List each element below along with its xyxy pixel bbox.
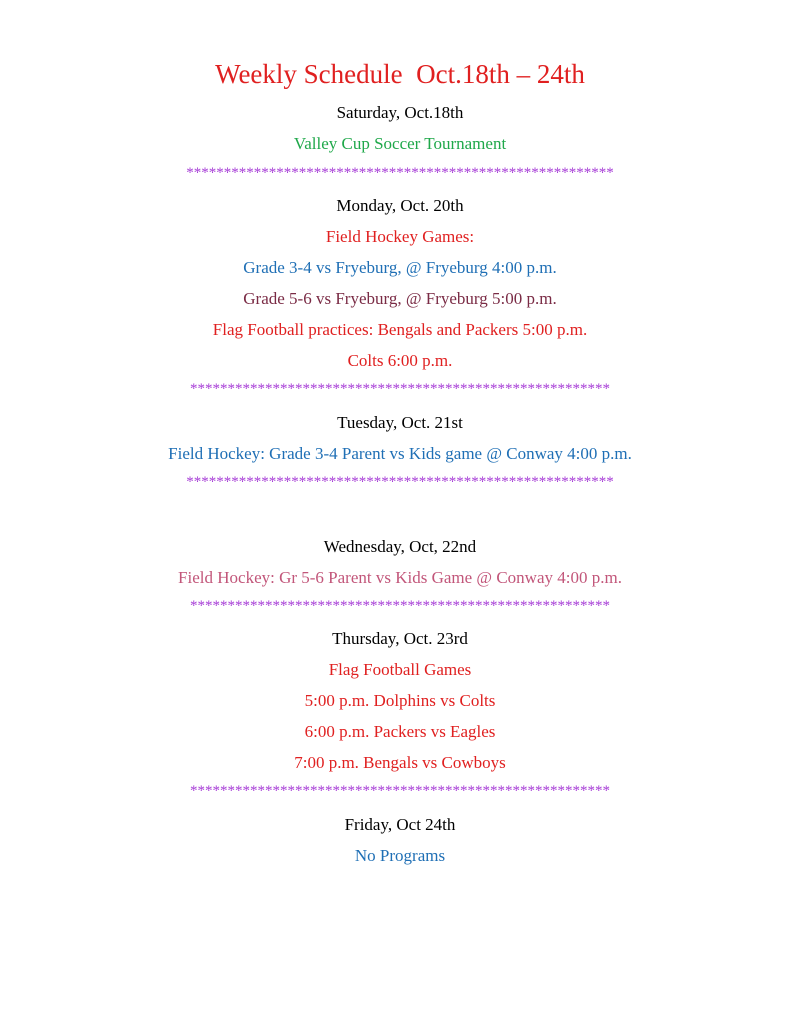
day-heading-tuesday: Tuesday, Oct. 21st [337, 413, 463, 432]
day-heading-thursday: Thursday, Oct. 23rd [332, 629, 468, 648]
event-line: Field Hockey: Gr 5-6 Parent vs Kids Game @ Conway 4:00 p.m. [178, 568, 622, 587]
event-line: No Programs [354, 846, 446, 865]
page-title: Weekly Schedule Oct.18th – 24th [215, 59, 585, 89]
event-line: Grade 5-6 vs Fryeburg, @ Fryeburg 5:00 p.m. [243, 289, 557, 308]
event-line: Grade 3-4 vs Fryeburg, @ Fryeburg 4:00 p.m. [243, 258, 557, 277]
event-line: Field Hockey: Grade 3-4 Parent vs Kids game @ Conway 4:00 p.m. [168, 444, 632, 463]
event-line: Valley Cup Soccer Tournament [293, 134, 507, 153]
event-line: Flag Football Games [328, 660, 472, 679]
separator: ********************************************************* [186, 165, 614, 181]
separator: ********************************************************* [186, 474, 614, 490]
event-line: 6:00 p.m. Packers vs Eagles [304, 722, 496, 741]
event-line: Colts 6:00 p.m. [347, 351, 453, 370]
day-heading-friday: Friday, Oct 24th [344, 815, 456, 834]
separator: ******************************************************** [190, 783, 610, 799]
separator: ******************************************************** [190, 598, 610, 614]
day-heading-wednesday: Wednesday, Oct, 22nd [323, 537, 477, 556]
day-heading-saturday: Saturday, Oct.18th [336, 103, 464, 122]
event-line: Field Hockey Games: [325, 227, 475, 246]
day-heading-monday: Monday, Oct. 20th [336, 196, 464, 215]
event-line: Flag Football practices: Bengals and Packers 5:00 p.m. [212, 320, 588, 339]
event-line: 5:00 p.m. Dolphins vs Colts [304, 691, 496, 710]
event-line: 7:00 p.m. Bengals vs Cowboys [294, 753, 506, 772]
separator: ******************************************************** [190, 381, 610, 397]
